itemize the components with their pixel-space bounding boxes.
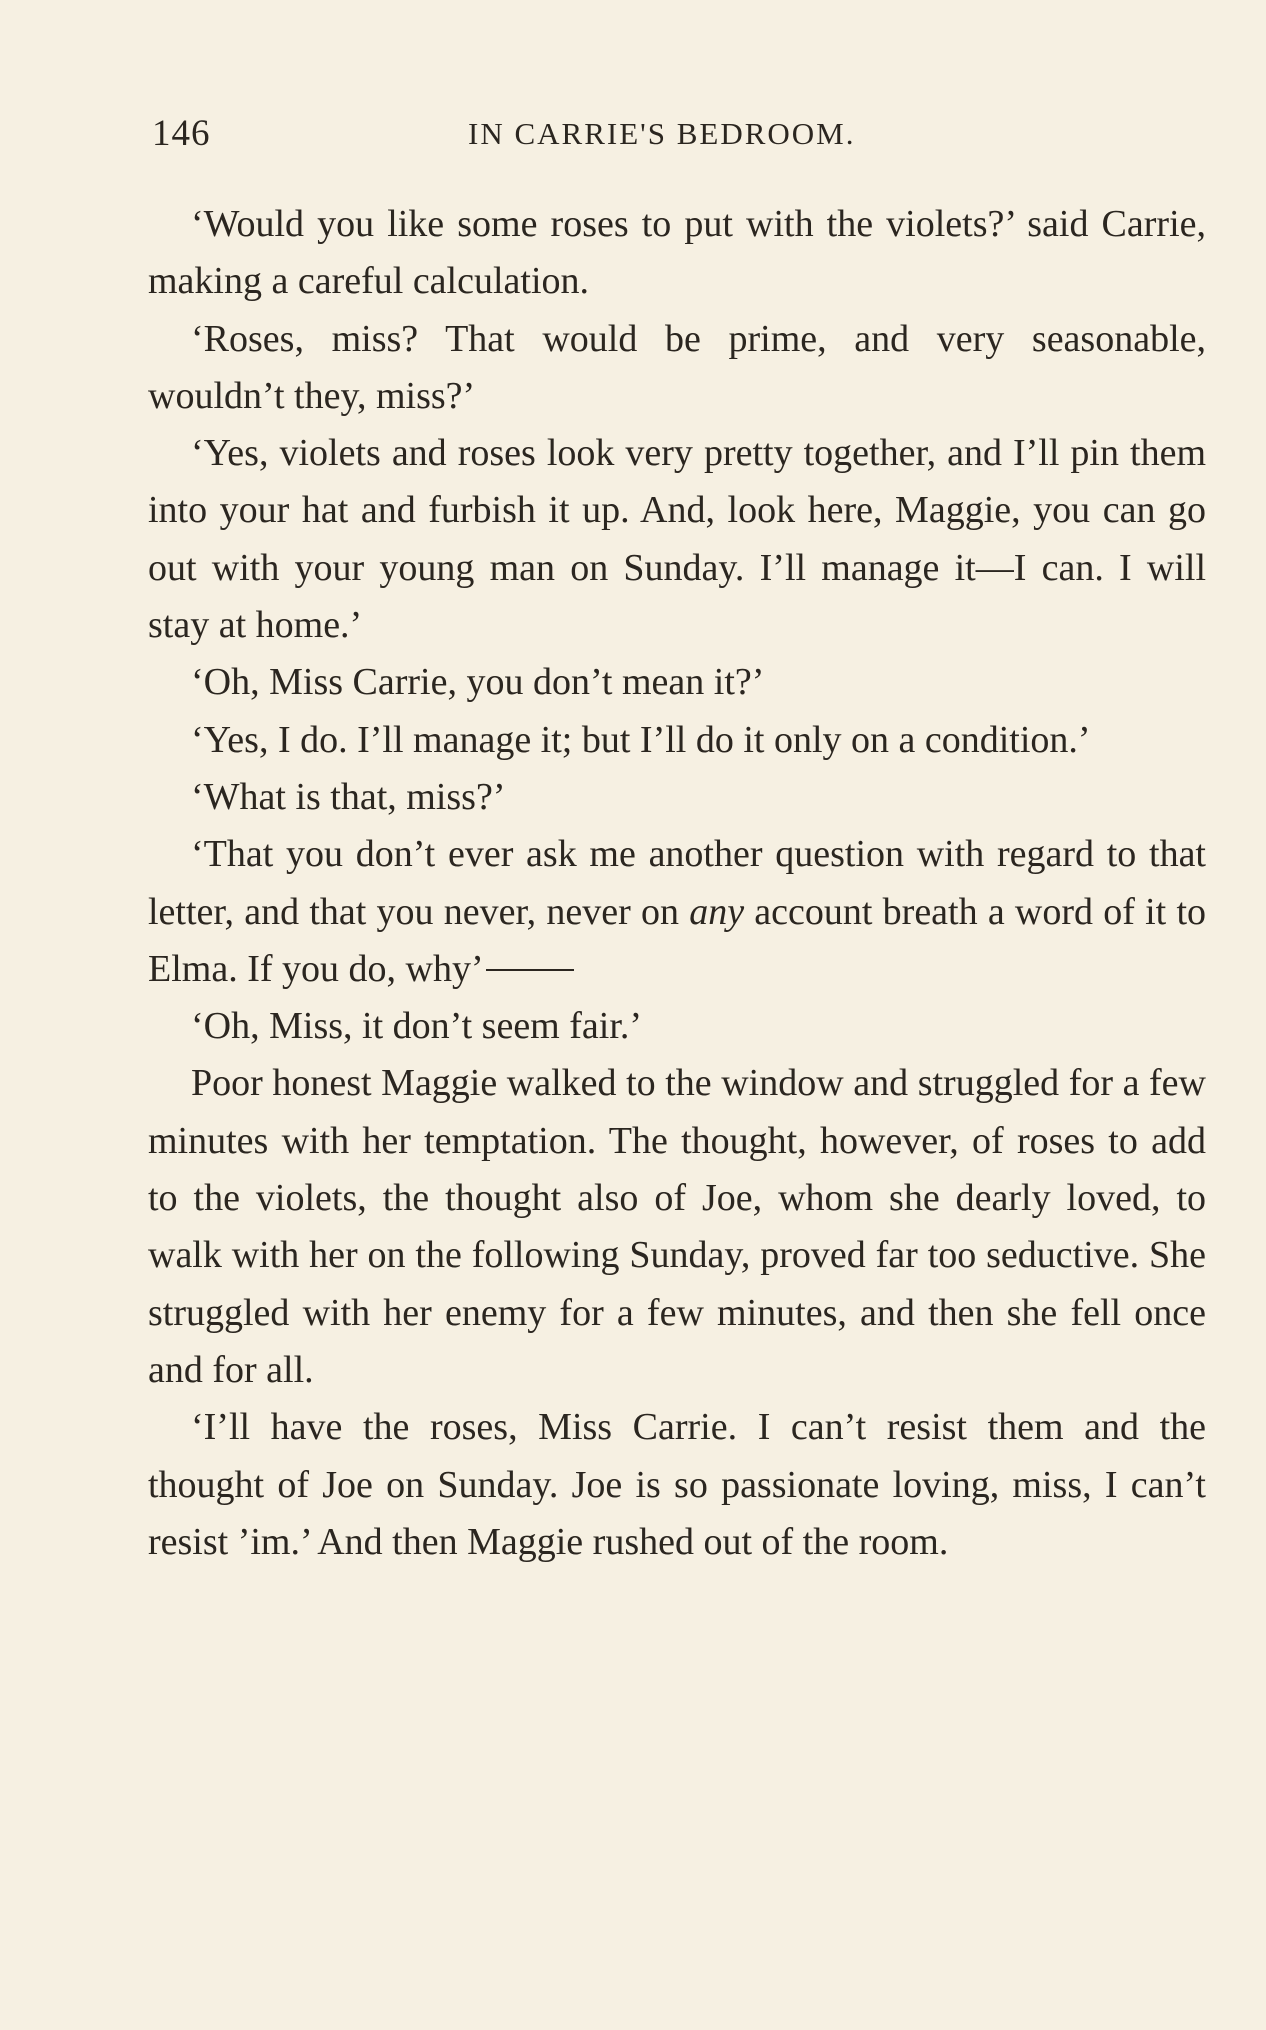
- paragraph: ‘I’ll have the roses, Miss Carrie. I can’t resist them and the thought of Joe on Sunday. Joe is so passionate loving, miss, I can’t resist ’im.’ And then Maggie rushed out of the room.: [148, 1406, 1206, 1563]
- paragraph: ‘Yes, violets and roses look very pretty together, and I’ll pin them into your hat and furbish it up. And, look here, Maggie, you can go out with your young man on Sunday. I’ll manage it—I can. I will stay at home.’: [148, 432, 1206, 647]
- paragraph: ‘Roses, miss? That would be prime, and very seasonable, wouldn’t they, miss?’: [148, 317, 1206, 417]
- paragraph: ‘What is that, miss?’: [191, 775, 506, 818]
- paragraph: Poor honest Maggie walked to the window and struggled for a few minutes with her temptation. The thought, however, of roses to add to the violets, the thought also of Joe, whom she dearly loved, to walk with her on the following Sunday, proved far too seductive. She struggled with her enemy for a few minutes, and then she fell once and for all.: [148, 1062, 1206, 1391]
- em-rule: [486, 969, 574, 971]
- paragraph: ‘Would you like some roses to put with the violets?’ said Carrie, making a careful calculation.: [148, 203, 1206, 303]
- paragraph: ‘Yes, I do. I’ll manage it; but I’ll do it only on a condition.’: [191, 718, 1091, 761]
- paragraph: ‘Oh, Miss, it don’t seem fair.’: [191, 1005, 643, 1048]
- page-header: [148, 112, 1208, 166]
- paragraph-text: ‘That you don’t ever ask me another question with regard to that letter, and that you never, never on: [148, 833, 1206, 933]
- body-text: [148, 196, 1206, 1571]
- paragraph-text: account breath a word of it to Elma. If you do, why’: [148, 890, 1207, 990]
- running-title: IN CARRIE'S BEDROOM.: [468, 116, 856, 151]
- paragraph: ‘Oh, Miss Carrie, you don’t mean it?’: [191, 661, 765, 704]
- paragraph: [148, 826, 1206, 998]
- emphasis-text: any: [689, 890, 745, 933]
- page-number: 146: [152, 113, 211, 154]
